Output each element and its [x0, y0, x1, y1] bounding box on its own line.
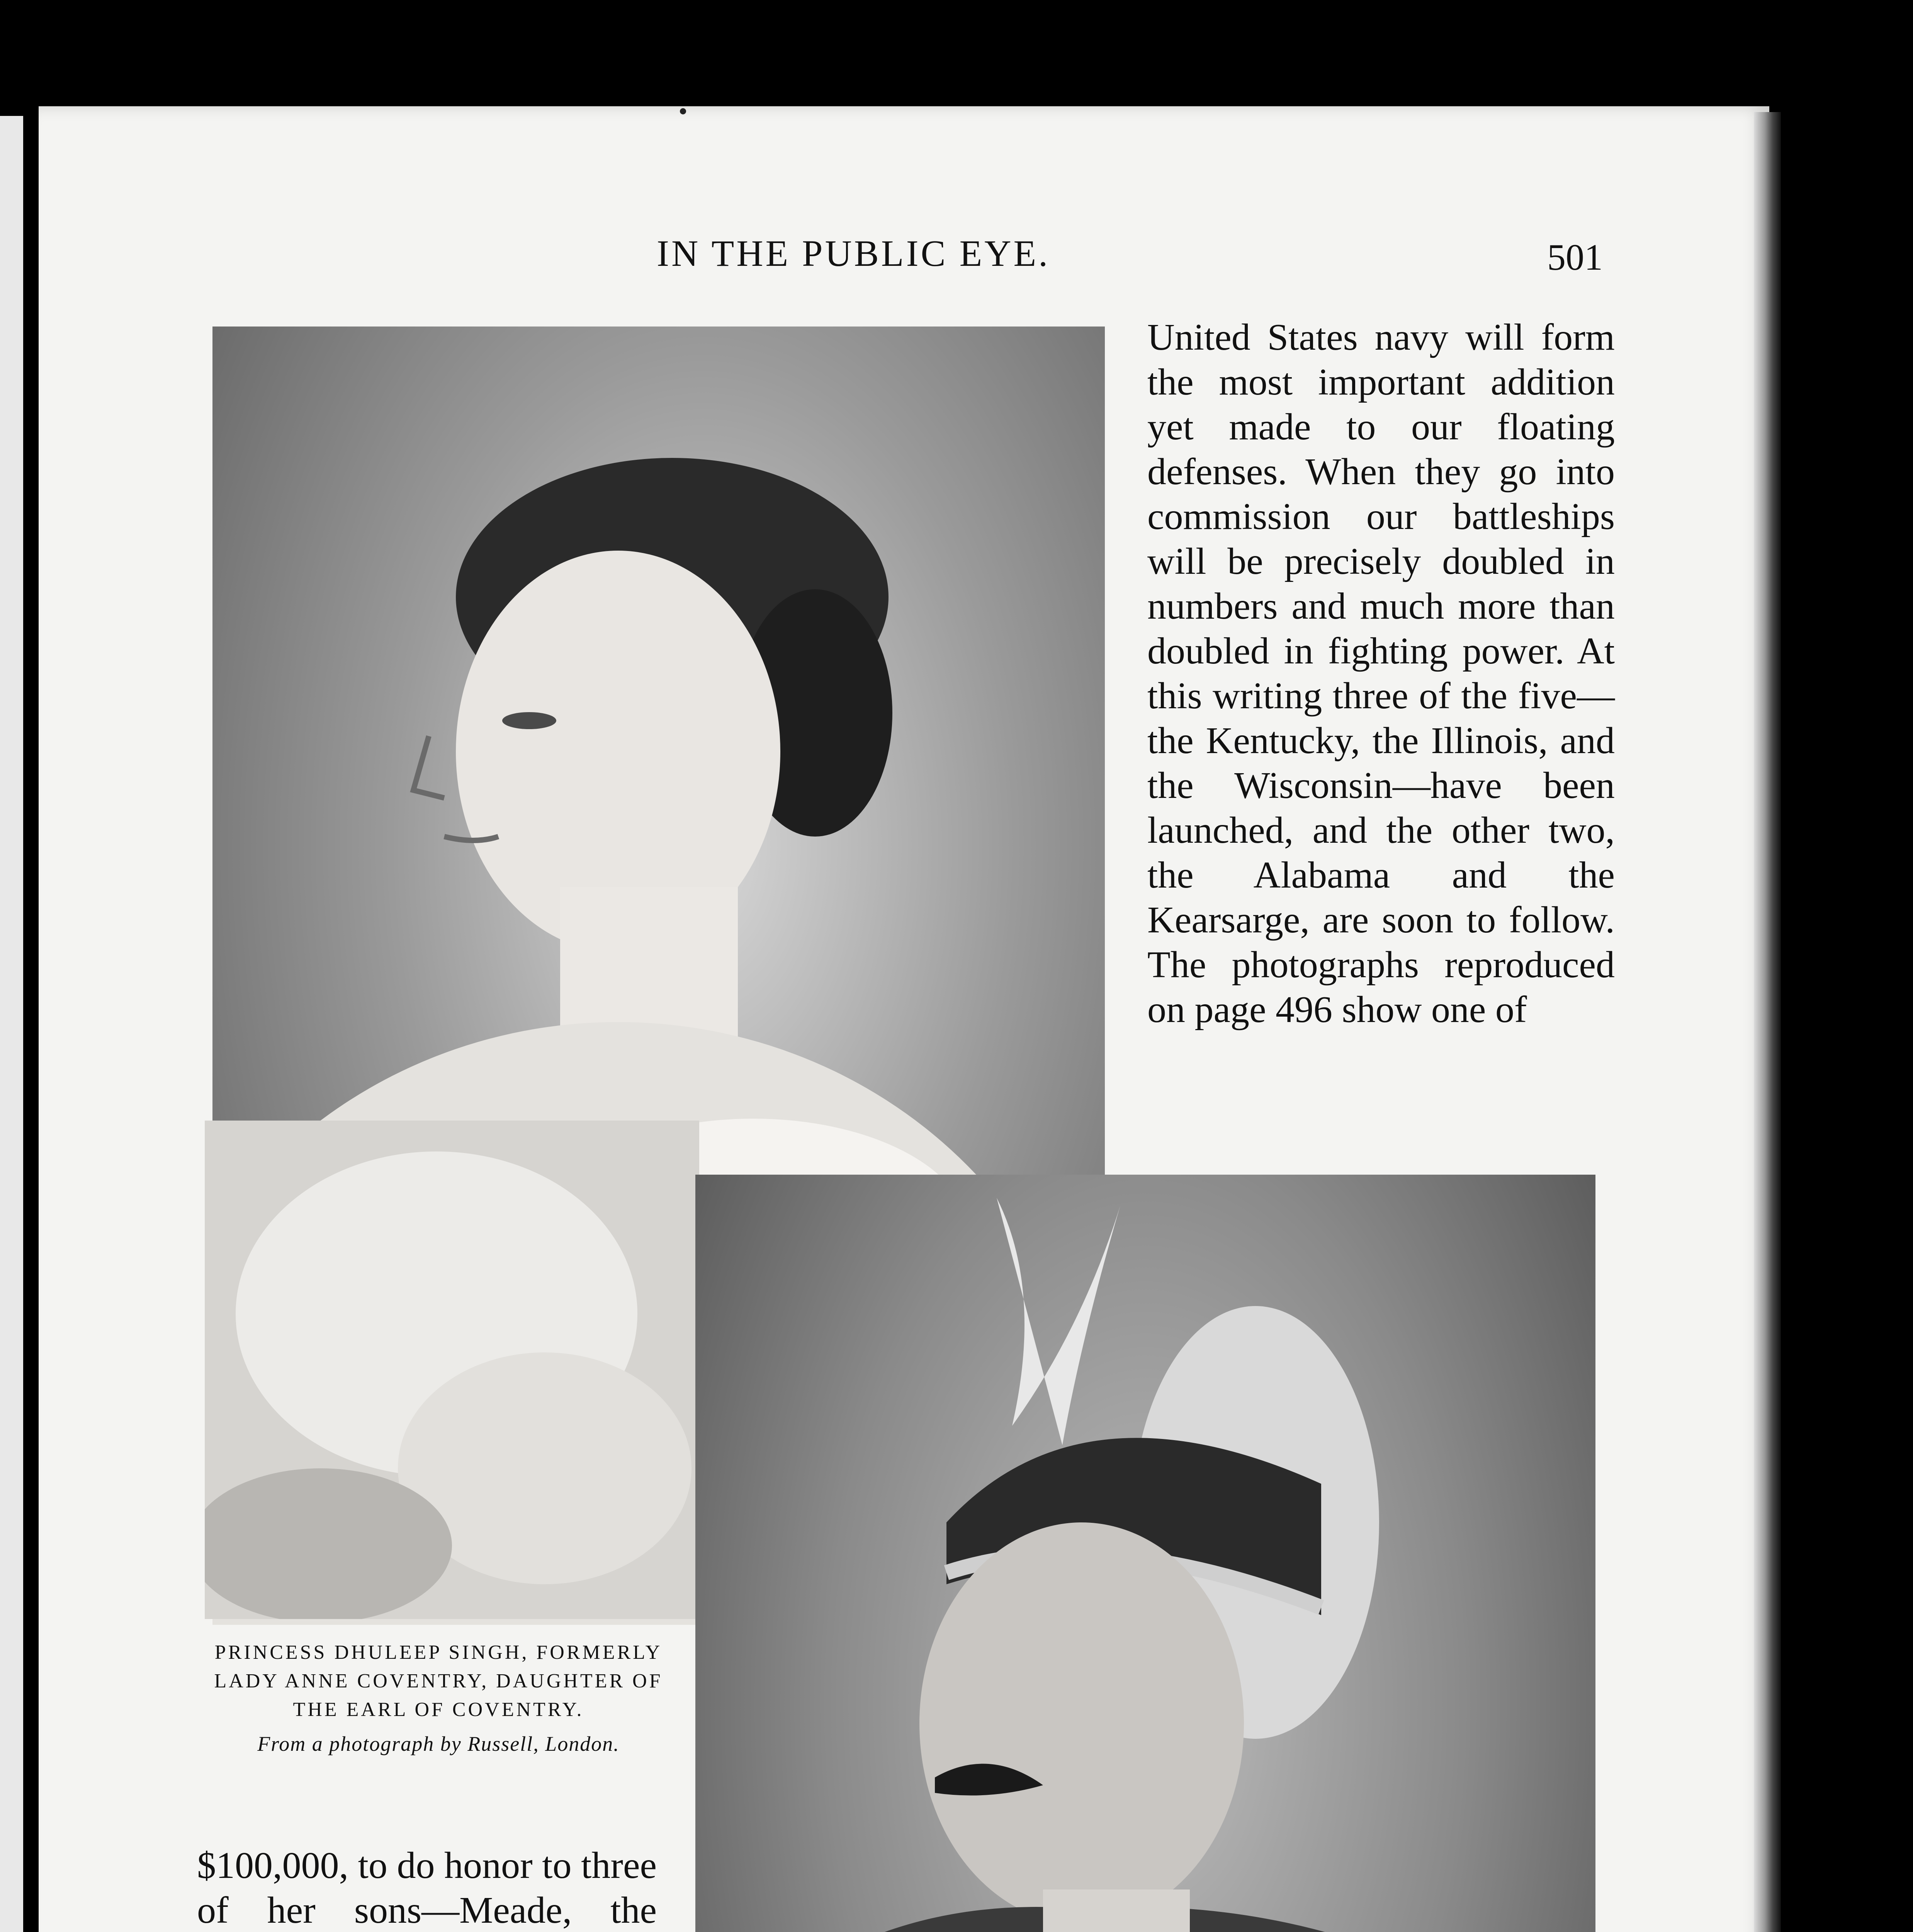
portrait-photo-prince — [695, 1175, 1595, 1932]
right-column-text: United States navy will form the most important addition yet made to our floating defenses. When they go into commission our battleships will be precisely doubled in numbers and much more than doubled in fighting power. At this writing three of the five—the Kentucky, the Illinois, and the Wisconsin—have been launched, and the other two, the Alabama and the Kearsarge, are soon to follow. The photographs reproduced on page 496 show one of — [1147, 316, 1615, 1031]
dress-ruffles-illustration — [205, 1121, 699, 1619]
figure1-caption-block — [197, 1638, 680, 1758]
portrait-illustration-prince — [695, 1175, 1595, 1932]
running-title: IN THE PUBLIC EYE. — [657, 233, 1050, 274]
portrait-lower-area — [205, 1121, 699, 1619]
left-column-text: $100,000, to do honor to three of her sons—Meade, the — [197, 1845, 657, 1931]
figure1-caption: PRINCESS DHULEEP SINGH, FORMERLY LADY ANNE COVENTRY, DAUGHTER OF THE EARL OF COVENTRY. — [214, 1641, 663, 1721]
page-edge — [1754, 112, 1781, 1932]
left-column — [197, 1843, 657, 1932]
figure1-credit: From a photograph by Russell, London. — [257, 1732, 620, 1755]
page-number: 501 — [1547, 236, 1603, 278]
left-page-sliver — [0, 116, 23, 1932]
right-column — [1147, 315, 1615, 1032]
print-dot — [680, 108, 686, 114]
